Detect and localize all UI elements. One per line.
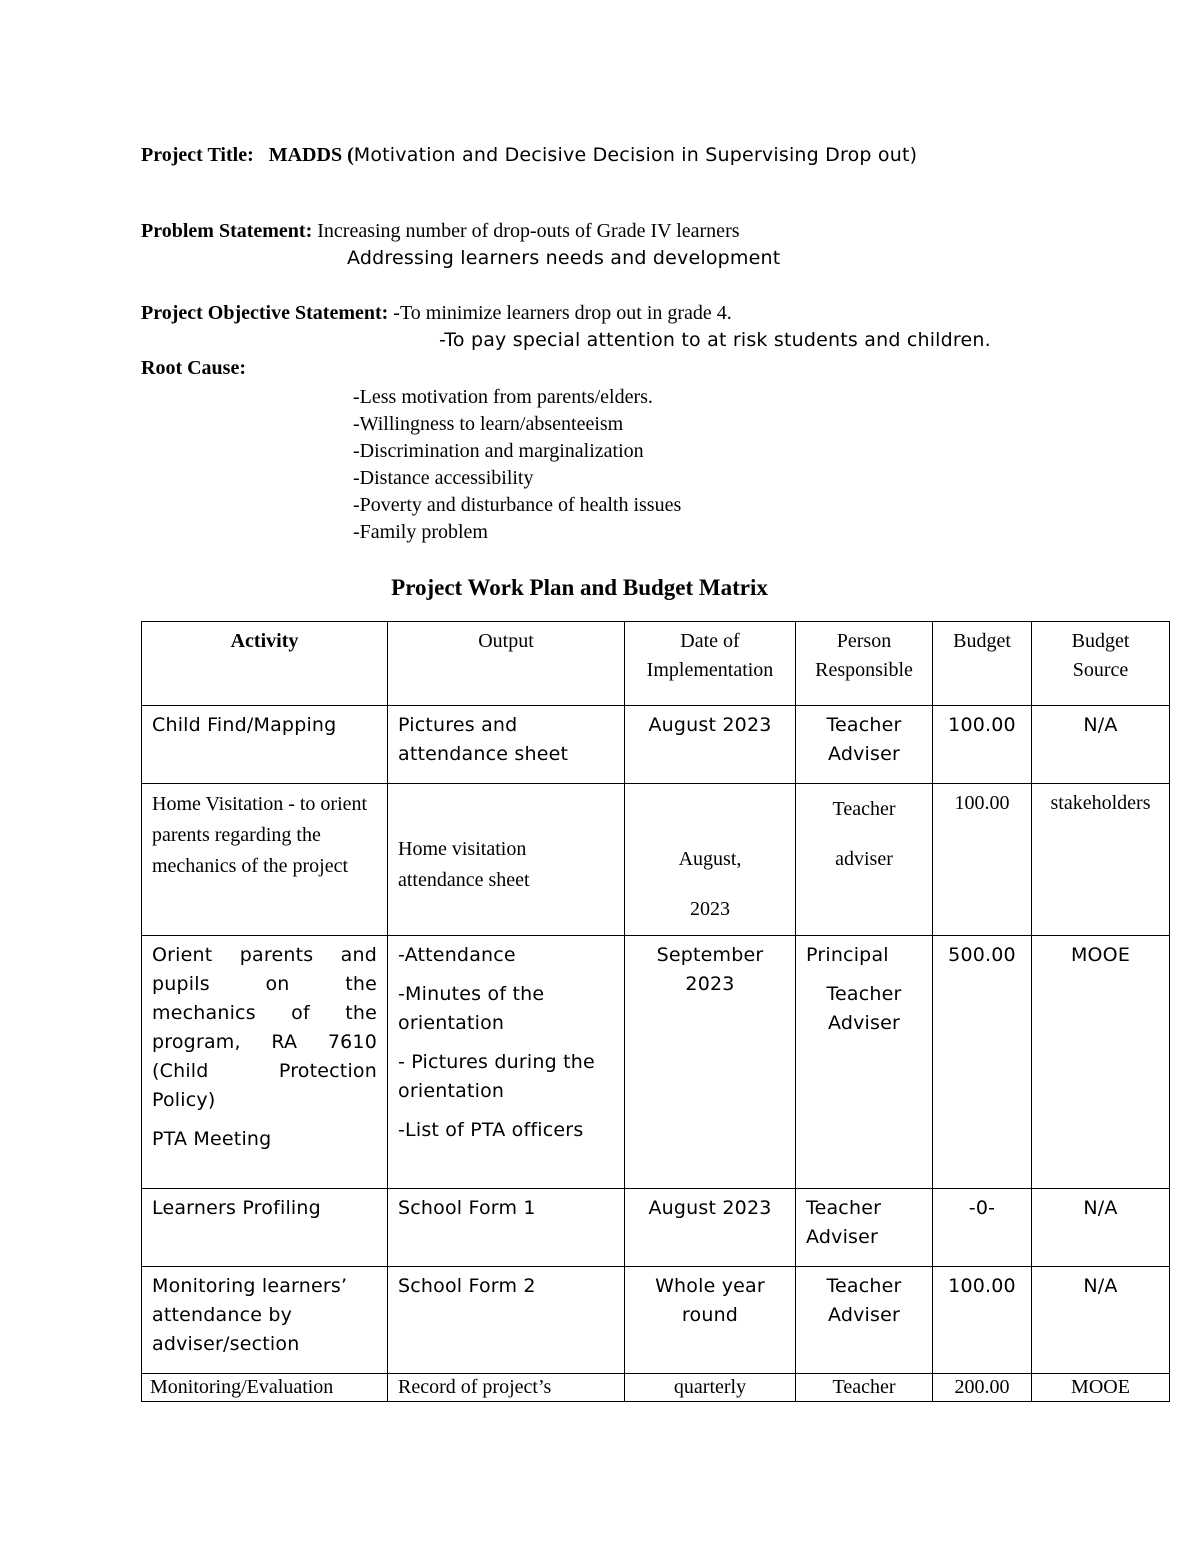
- cell-activity: Learners Profiling: [142, 1189, 388, 1267]
- project-title-label: Project Title:: [141, 144, 254, 166]
- column-header-activity: Activity: [142, 622, 388, 706]
- cell-source: MOOE: [1032, 936, 1170, 1189]
- project-title-full: Motivation and Decisive Decision in Supervising Drop out): [353, 144, 918, 166]
- root-cause-item: -Willingness to learn/absenteeism: [353, 413, 624, 435]
- cell-person: Teacher Adviser: [796, 706, 933, 784]
- column-header-budget: Budget: [933, 622, 1032, 706]
- cell-activity-text: Orient parents and pupils on the mechanics of the program, RA 7610 (Child Protection Policy): [152, 944, 377, 1111]
- cell-person: Teacher Adviser: [796, 1267, 933, 1374]
- output-item: -List of PTA officers: [398, 1119, 584, 1141]
- objective-statement-text-2: -To pay special attention to at risk students and children.: [439, 329, 991, 351]
- cell-activity: Home Visitation - to orient parents regarding the mechanics of the project: [142, 784, 388, 936]
- cell-source: N/A: [1032, 706, 1170, 784]
- project-title-line: [141, 144, 917, 167]
- root-cause-item: -Poverty and disturbance of health issues: [353, 494, 682, 516]
- table-header-row: [142, 622, 1170, 706]
- cell-source: stakeholders: [1032, 784, 1170, 936]
- cell-source: MOOE: [1032, 1374, 1170, 1402]
- root-cause-item: -Discrimination and marginalization: [353, 440, 644, 462]
- cell-output: Record of project’s: [388, 1374, 625, 1402]
- output-item: -Attendance: [398, 944, 516, 966]
- cell-budget: 200.00: [933, 1374, 1032, 1402]
- column-header-source: Budget Source: [1032, 622, 1170, 706]
- root-cause-item: -Family problem: [353, 521, 488, 543]
- objective-statement-line: [141, 302, 732, 325]
- cell-budget: 100.00: [933, 784, 1032, 936]
- cell-activity: [142, 936, 388, 1189]
- objective-statement-text: -To minimize learners drop out in grade 4.: [393, 302, 732, 324]
- work-plan-table: [141, 621, 1170, 1402]
- cell-activity-extra: PTA Meeting: [152, 1128, 272, 1150]
- cell-person: [796, 936, 933, 1189]
- root-cause-item: -Less motivation from parents/elders.: [353, 386, 653, 408]
- cell-activity: Monitoring/Evaluation: [142, 1374, 388, 1402]
- table-row: [142, 1189, 1170, 1267]
- cell-budget: 100.00: [933, 1267, 1032, 1374]
- table-row: [142, 784, 1170, 936]
- cell-output: [388, 936, 625, 1189]
- cell-person: Teacher: [796, 1374, 933, 1402]
- column-header-output: Output: [388, 622, 625, 706]
- table-row: [142, 936, 1170, 1189]
- root-cause-label: Root Cause:: [141, 357, 246, 379]
- cell-output: School Form 1: [388, 1189, 625, 1267]
- cell-budget: 100.00: [933, 706, 1032, 784]
- column-header-date: Date of Implementation: [625, 622, 796, 706]
- root-cause-list: [353, 384, 681, 546]
- table-row: [142, 706, 1170, 784]
- cell-person: Teacher Adviser: [796, 1189, 933, 1267]
- output-item: -Minutes of the orientation: [398, 983, 545, 1034]
- cell-date: August 2023: [625, 706, 796, 784]
- cell-source: N/A: [1032, 1189, 1170, 1267]
- cell-date: August 2023: [625, 1189, 796, 1267]
- problem-statement-text: Increasing number of drop-outs of Grade IV learners: [317, 220, 740, 242]
- problem-statement-label: Problem Statement:: [141, 220, 313, 242]
- cell-date: September 2023: [625, 936, 796, 1189]
- table-row: [142, 1374, 1170, 1402]
- cell-source: N/A: [1032, 1267, 1170, 1374]
- cell-date: quarterly: [625, 1374, 796, 1402]
- table-row: [142, 1267, 1170, 1374]
- project-title-acronym: MADDS (: [268, 144, 354, 166]
- problem-statement-text-2: Addressing learners needs and development: [347, 247, 781, 269]
- cell-budget: -0-: [933, 1189, 1032, 1267]
- matrix-heading: Project Work Plan and Budget Matrix: [391, 575, 768, 600]
- person-line: Principal: [806, 944, 889, 966]
- problem-statement-line: [141, 220, 740, 243]
- cell-activity: Child Find/Mapping: [142, 706, 388, 784]
- column-header-person: Person Responsible: [796, 622, 933, 706]
- cell-date: August, 2023: [625, 784, 796, 936]
- cell-budget: 500.00: [933, 936, 1032, 1189]
- cell-output: School Form 2: [388, 1267, 625, 1374]
- cell-activity: Monitoring learners’ attendance by adviser/section: [142, 1267, 388, 1374]
- objective-statement-label: Project Objective Statement:: [141, 302, 389, 324]
- output-item: - Pictures during the orientation: [398, 1051, 595, 1102]
- person-line: Teacher Adviser: [826, 983, 902, 1034]
- cell-output: Home visitation attendance sheet: [388, 784, 625, 936]
- cell-date: Whole year round: [625, 1267, 796, 1374]
- cell-person: Teacher adviser: [796, 784, 933, 936]
- cell-output: Pictures and attendance sheet: [388, 706, 625, 784]
- root-cause-item: -Distance accessibility: [353, 467, 534, 489]
